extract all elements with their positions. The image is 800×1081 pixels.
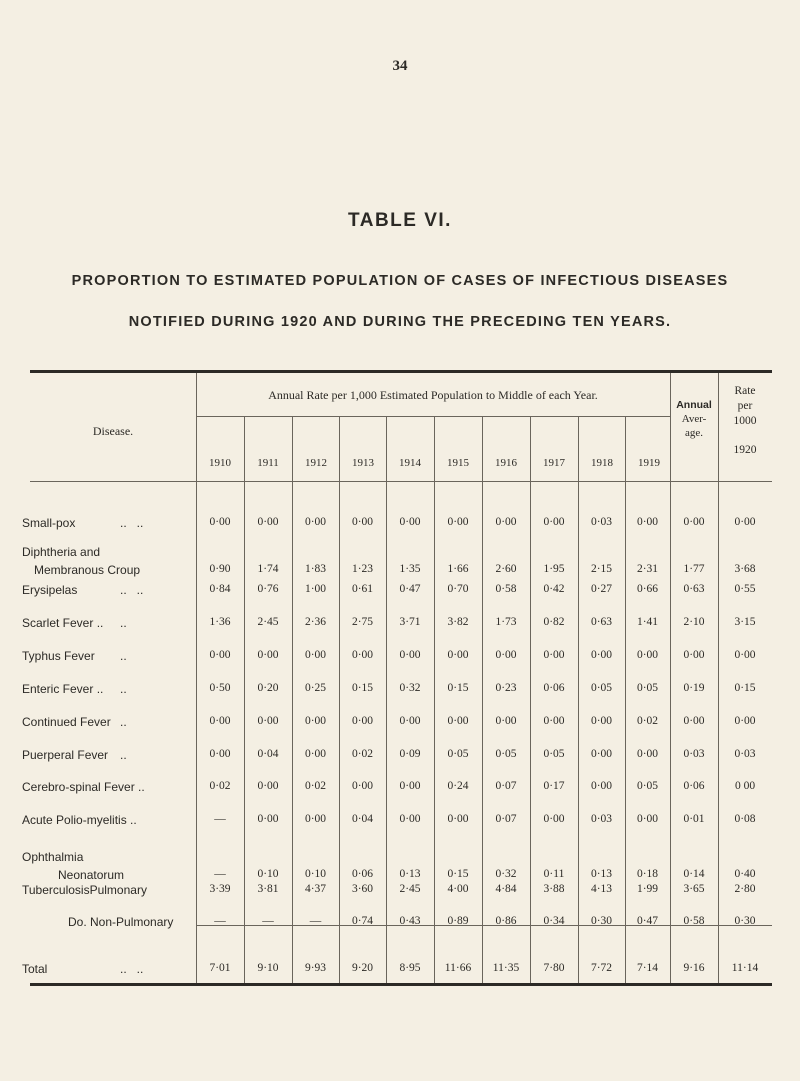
rate-cell: 3·39 xyxy=(209,883,231,895)
rate-cell: 0·06 xyxy=(683,780,705,792)
year-header: 1919 xyxy=(638,457,660,469)
rate-cell: 0·42 xyxy=(543,583,565,595)
rate-cell: 4·00 xyxy=(447,883,469,895)
rate-cell: 0·27 xyxy=(590,583,613,595)
table-title: TABLE VI. xyxy=(348,210,452,231)
rate-cell: 0·19 xyxy=(683,682,705,694)
rate-cell: 0·74 xyxy=(351,915,374,927)
rate-cell: 0·04 xyxy=(257,748,279,760)
subtitle-line-2: NOTIFIED DURING 1920 AND DURING THE PRECEDING TEN YEARS. xyxy=(128,314,672,330)
rate-cell: 0·84 xyxy=(209,583,231,595)
rate-cell: 0·47 xyxy=(399,583,421,595)
column-rule xyxy=(292,416,293,983)
rate-cell: 9·10 xyxy=(257,962,279,974)
rate-cell: 0·24 xyxy=(447,780,469,792)
rate-cell: — xyxy=(214,868,226,880)
rate-cell: 2·60 xyxy=(495,563,517,575)
disease-name xyxy=(22,616,103,630)
rate-cell: 0·05 xyxy=(495,748,517,760)
rate-cell: 0·63 xyxy=(683,583,705,595)
rate-cell: 3·68 xyxy=(734,563,756,575)
rate-cell: 2·45 xyxy=(257,616,279,628)
rate-cell: 4·37 xyxy=(304,883,327,895)
rate-cell: 0·00 xyxy=(734,649,756,661)
rate-cell: 0·02 xyxy=(351,748,374,760)
header-annual-average-line-1: Annual xyxy=(676,399,712,411)
rate-cell: 0·00 xyxy=(543,715,565,727)
rate-cell: 0·05 xyxy=(447,748,469,760)
rate-cell: 0·10 xyxy=(257,868,279,880)
rate-cell: 3·88 xyxy=(543,883,565,895)
rate-cell: 0·43 xyxy=(399,915,421,927)
rate-cell: 0·00 xyxy=(399,813,421,825)
rate-cell: 0·00 xyxy=(257,813,279,825)
rate-cell: 0·32 xyxy=(399,682,421,694)
leader-dots: .. xyxy=(120,748,127,762)
disease-name xyxy=(22,682,103,696)
rate-cell: 0·02 xyxy=(209,780,231,792)
rate-cell: 0·00 xyxy=(399,649,421,661)
rate-cell: 0·61 xyxy=(351,583,374,595)
rate-cell: 1·00 xyxy=(304,583,327,595)
rate-cell: 4·13 xyxy=(590,883,613,895)
rate-cell: 0·00 xyxy=(257,780,279,792)
rate-cell: 0·15 xyxy=(734,682,756,694)
rate-cell: 0·58 xyxy=(683,915,705,927)
rate-cell: 0·15 xyxy=(351,682,374,694)
year-header: 1915 xyxy=(447,457,469,469)
rate-cell: 0·00 xyxy=(209,715,231,727)
column-rule xyxy=(530,416,531,983)
leader-dots: .. .. xyxy=(120,583,144,597)
rate-cell: 0·00 xyxy=(304,649,327,661)
rate-cell: — xyxy=(214,813,226,825)
rate-cell: 1·35 xyxy=(399,563,421,575)
rate-cell: 0·00 xyxy=(209,748,231,760)
column-rule xyxy=(625,416,626,983)
rate-cell: 0·00 xyxy=(304,748,327,760)
rate-cell: 0·05 xyxy=(590,682,613,694)
disease-name-line-1: Diphtheria and xyxy=(22,545,101,559)
rate-cell: 3·82 xyxy=(447,616,469,628)
rate-cell: 0·00 xyxy=(447,516,469,528)
rate-cell: 0·00 xyxy=(543,813,565,825)
rate-cell: 0·00 xyxy=(543,649,565,661)
rate-cell: 0·03 xyxy=(590,516,613,528)
rate-cell: 0·00 xyxy=(304,813,327,825)
rate-cell: 7·01 xyxy=(209,962,231,974)
rate-cell: 0·55 xyxy=(734,583,756,595)
leader-dots: .. .. xyxy=(120,516,144,530)
rate-cell: 0·58 xyxy=(495,583,517,595)
column-rule xyxy=(386,416,387,983)
disease-name xyxy=(22,813,137,827)
rate-cell: 0·89 xyxy=(447,915,469,927)
rate-cell: 0·63 xyxy=(590,616,613,628)
disease-name xyxy=(22,748,108,762)
rate-cell: 0·90 xyxy=(209,563,231,575)
rate-cell: 0·09 xyxy=(399,748,421,760)
disease-name xyxy=(22,715,111,729)
rate-cell: 0·00 xyxy=(304,516,327,528)
year-header: 1917 xyxy=(543,457,565,469)
rate-cell: 1·66 xyxy=(447,563,469,575)
rate-cell: 1·77 xyxy=(683,563,705,575)
column-rule xyxy=(434,416,435,983)
rate-cell: 3·71 xyxy=(399,616,421,628)
rate-cell: 2·31 xyxy=(636,563,659,575)
header-bottom-rule xyxy=(30,481,772,482)
rate-cell: 0·03 xyxy=(734,748,756,760)
rate-cell: 0·11 xyxy=(543,868,565,880)
year-header: 1913 xyxy=(352,457,374,469)
rate-cell: 0·05 xyxy=(543,748,565,760)
rate-cell: 0·00 xyxy=(209,516,231,528)
rate-cell: 0·00 xyxy=(257,649,279,661)
rate-cell: 0·00 xyxy=(447,649,469,661)
rate-cell: 0·47 xyxy=(636,915,659,927)
rate-cell: 0·25 xyxy=(304,682,327,694)
header-disease: Disease. xyxy=(92,424,134,438)
rate-cell: 0·03 xyxy=(590,813,613,825)
rate-cell: 3·81 xyxy=(257,883,279,895)
header-annual-average-line-3: age. xyxy=(684,427,703,439)
rate-cell: 0·00 xyxy=(734,715,756,727)
rate-cell: 0·00 xyxy=(636,516,659,528)
rate-cell: 0 00 xyxy=(734,780,756,792)
rate-cell: 0·30 xyxy=(590,915,613,927)
rate-cell: 0·00 xyxy=(209,649,231,661)
disease-name-line-2: Membranous Croup xyxy=(34,563,141,577)
rate-cell: — xyxy=(214,915,226,927)
disease-name-line-1: Acute Polio-myelitis .. xyxy=(22,813,137,827)
rate-cell: 0·06 xyxy=(351,868,374,880)
rate-cell: 0·00 xyxy=(447,813,469,825)
header-rate-line-3: 1000 xyxy=(733,415,757,427)
rate-cell: 7·14 xyxy=(636,962,659,974)
rate-cell: 1·41 xyxy=(636,616,659,628)
disease-name-line-1: TuberculosisPulmonary xyxy=(22,883,147,897)
rate-cell: 0·00 xyxy=(636,748,659,760)
rate-cell: 7·72 xyxy=(590,962,613,974)
rate-cell: 0·10 xyxy=(304,868,327,880)
year-header: 1911 xyxy=(257,457,279,469)
rate-cell: 0·15 xyxy=(447,682,469,694)
rate-cell: 0·00 xyxy=(495,649,517,661)
header-annual-rate: Annual Rate per 1,000 Estimated Population to Middle of each Year. xyxy=(268,388,598,402)
rate-cell: 4·84 xyxy=(495,883,517,895)
disease-name xyxy=(22,883,147,897)
rate-cell: 0·17 xyxy=(543,780,565,792)
rate-cell: 9·20 xyxy=(351,962,374,974)
rate-cell: 3·65 xyxy=(683,883,705,895)
rate-cell: 0·00 xyxy=(636,813,659,825)
rate-cell: 0·00 xyxy=(590,649,613,661)
header-rate-line-4: 1920 xyxy=(733,444,757,456)
rate-cell: 0·06 xyxy=(543,682,565,694)
rate-cell: 2·80 xyxy=(734,883,756,895)
rate-cell: 0·00 xyxy=(495,516,517,528)
leader-dots: .. xyxy=(120,682,127,696)
rate-cell: 0·14 xyxy=(683,868,705,880)
rate-cell: 9·93 xyxy=(304,962,327,974)
rate-cell: 0·00 xyxy=(399,516,421,528)
header-rate-line-1: Rate xyxy=(734,385,756,397)
rate-cell: 1·23 xyxy=(351,563,374,575)
rate-cell: 2·45 xyxy=(399,883,421,895)
rate-cell: 1·95 xyxy=(543,563,565,575)
disease-name-line-2: Neonatorum xyxy=(58,868,125,882)
disease-name xyxy=(22,780,145,794)
rate-cell: 0·07 xyxy=(495,813,517,825)
disease-name-line-1: Typhus Fever xyxy=(22,649,95,663)
disease-name xyxy=(22,545,140,577)
rate-cell: 8·95 xyxy=(399,962,421,974)
disease-name-line-1: Scarlet Fever .. xyxy=(22,616,104,630)
rate-cell: 11·66 xyxy=(444,962,472,974)
header-rate-1920 xyxy=(718,384,772,458)
rate-cell: 1·73 xyxy=(495,616,517,628)
rate-cell: 0·66 xyxy=(636,583,659,595)
rate-cell: 1·99 xyxy=(636,883,659,895)
rate-cell: 0·05 xyxy=(636,682,659,694)
rate-cell: 0·00 xyxy=(590,748,613,760)
rate-cell: 0·00 xyxy=(683,649,705,661)
disease-name-line-1: Do. Non-Pulmonary xyxy=(68,915,174,929)
column-rule xyxy=(244,416,245,983)
column-rule xyxy=(339,416,340,983)
header-rate-line-2: per xyxy=(737,400,753,412)
rate-cell: 0·00 xyxy=(351,516,374,528)
rate-cell: 0·04 xyxy=(351,813,374,825)
rate-cell: 0·18 xyxy=(636,868,659,880)
subtitle-line-1: PROPORTION TO ESTIMATED POPULATION OF CASES OF INFECTIOUS DISEASES xyxy=(71,273,729,289)
rate-cell: 0·00 xyxy=(590,715,613,727)
annual-rate-underline xyxy=(196,416,670,417)
rate-cell: 0·08 xyxy=(734,813,756,825)
column-rule xyxy=(482,416,483,983)
rate-cell: 0·00 xyxy=(351,715,374,727)
rate-cell: 0·00 xyxy=(351,780,374,792)
rate-cell: 0·02 xyxy=(636,715,659,727)
rate-cell: 2·15 xyxy=(590,563,613,575)
table-bottom-rule xyxy=(30,983,772,986)
rate-cell: 0·20 xyxy=(257,682,279,694)
rate-cell: 0·34 xyxy=(543,915,565,927)
rate-cell: 0·07 xyxy=(495,780,517,792)
year-header: 1918 xyxy=(591,457,613,469)
rate-cell: 1·74 xyxy=(257,563,279,575)
disease-name-line-1: Erysipelas xyxy=(22,583,78,597)
rate-cell: 2·75 xyxy=(351,616,374,628)
rate-cell: 0·00 xyxy=(257,715,279,727)
rate-cell: 0·32 xyxy=(495,868,517,880)
rate-cell: 3·60 xyxy=(351,883,374,895)
rate-cell: 3·15 xyxy=(734,616,756,628)
rate-cell: 0·23 xyxy=(495,682,517,694)
rate-cell: 1·36 xyxy=(209,616,231,628)
header-annual-average-line-2: Aver- xyxy=(681,413,707,425)
rate-cell: 0·05 xyxy=(636,780,659,792)
rate-cell: 0·01 xyxy=(683,813,705,825)
disease-name xyxy=(22,850,124,882)
year-header: 1916 xyxy=(495,457,517,469)
rate-cell: 0·00 xyxy=(683,715,705,727)
rate-cell: 0·76 xyxy=(257,583,279,595)
disease-name xyxy=(22,962,47,976)
rate-cell: 7·80 xyxy=(543,962,565,974)
header-annual-average xyxy=(670,398,718,440)
leader-dots: .. xyxy=(120,649,127,663)
leader-dots: .. xyxy=(120,715,127,729)
rate-cell: 0·00 xyxy=(304,715,327,727)
rate-cell: 0·02 xyxy=(304,780,327,792)
rate-cell: 0·50 xyxy=(209,682,231,694)
rate-cell: — xyxy=(309,915,322,927)
disease-name xyxy=(22,516,75,530)
disease-name-line-1: Puerperal Fever xyxy=(22,748,109,762)
page-number: 34 xyxy=(392,58,408,74)
disease-name-line-1: Continued Fever xyxy=(22,715,111,729)
rate-cell: 0·00 xyxy=(495,715,517,727)
rate-cell: 0·00 xyxy=(543,516,565,528)
rate-cell: 2·10 xyxy=(683,616,705,628)
disease-name xyxy=(22,583,77,597)
disease-name-line-1: Total xyxy=(22,962,48,976)
table-top-rule xyxy=(30,370,772,373)
disease-name-line-1: Cerebro-spinal Fever .. xyxy=(22,780,145,794)
column-rule xyxy=(578,416,579,983)
rate-cell: 0·03 xyxy=(683,748,705,760)
rate-cell: 0·00 xyxy=(447,715,469,727)
leader-dots: .. .. xyxy=(120,962,144,976)
rate-cell: 2·36 xyxy=(304,616,327,628)
rate-cell: 0·00 xyxy=(399,715,421,727)
rate-cell: 9·16 xyxy=(683,962,705,974)
rate-cell: — xyxy=(262,915,274,927)
rate-cell: 0·00 xyxy=(590,780,613,792)
rate-cell: 11·35 xyxy=(492,962,520,974)
rate-cell: 0·30 xyxy=(734,915,756,927)
leader-dots: .. xyxy=(120,616,127,630)
rate-cell: 0·86 xyxy=(495,915,517,927)
disease-name-line-1: Enteric Fever .. xyxy=(22,682,104,696)
rate-cell: 0·00 xyxy=(399,780,421,792)
disease-name xyxy=(22,649,95,663)
rate-cell: 0·00 xyxy=(257,516,279,528)
rate-cell: 0·13 xyxy=(590,868,613,880)
rate-cell: 1·83 xyxy=(304,563,327,575)
disease-name-line-1: Ophthalmia xyxy=(22,850,84,864)
rate-cell: 0·82 xyxy=(543,616,565,628)
year-header: 1912 xyxy=(305,457,327,469)
rate-cell: 0·00 xyxy=(734,516,756,528)
rate-cell: 11·14 xyxy=(731,962,759,974)
rate-cell: 0·13 xyxy=(399,868,421,880)
year-header: 1914 xyxy=(399,457,421,469)
year-header: 1910 xyxy=(209,457,231,469)
disease-name-line-1: Small-pox xyxy=(22,516,76,530)
rate-cell: 0·15 xyxy=(447,868,469,880)
rate-cell: 0·00 xyxy=(351,649,374,661)
rate-cell: 0·70 xyxy=(447,583,469,595)
rate-cell: 0·40 xyxy=(734,868,756,880)
rate-cell: 0·00 xyxy=(683,516,705,528)
rate-cell: 0·00 xyxy=(636,649,659,661)
disease-name xyxy=(68,915,173,929)
